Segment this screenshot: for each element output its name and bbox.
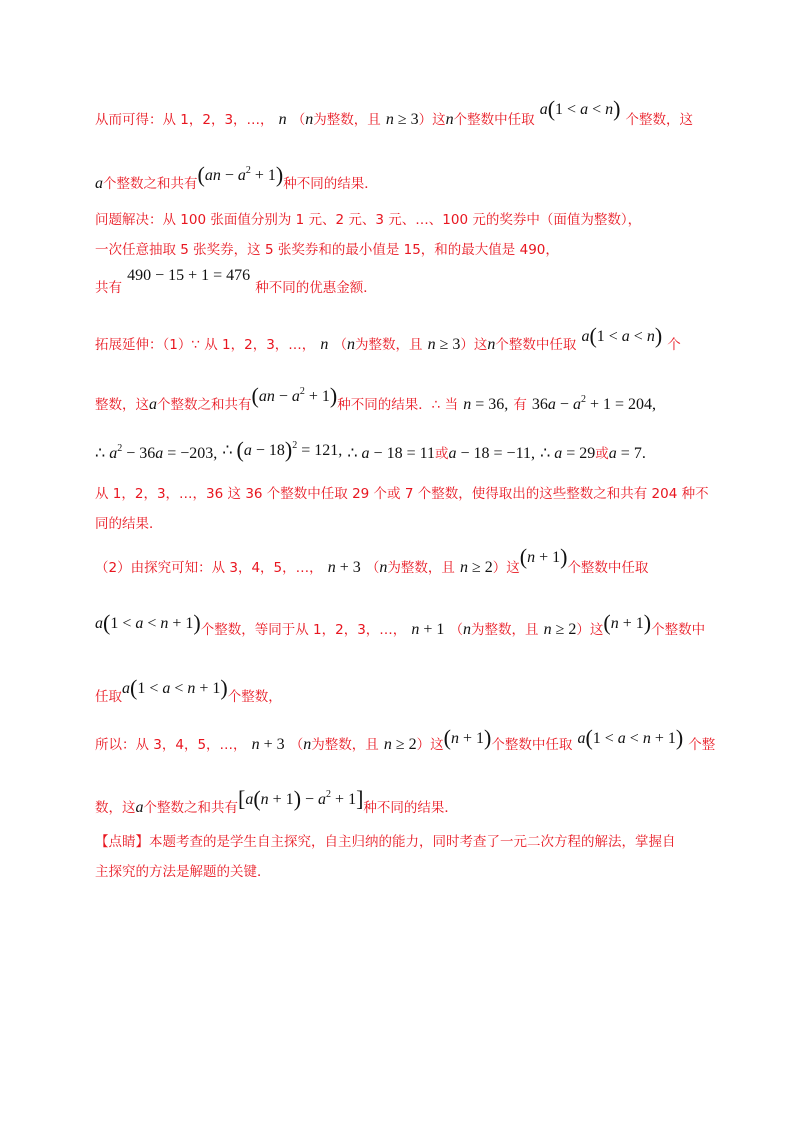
math-n-ge-2: n ≥ 2: [543, 621, 577, 638]
text: 有: [513, 397, 527, 413]
math-n-plus-1: (n + 1): [603, 610, 652, 635]
para3-line3: [95, 437, 646, 464]
text: 任取: [95, 689, 122, 705]
text: 种不同的结果．: [283, 176, 378, 192]
math-a: a: [135, 799, 144, 816]
text: （2）由探究可知：从 3，4，5，…，: [95, 560, 323, 576]
text: 为整数，且: [354, 337, 423, 353]
text: 个整数，这: [625, 112, 694, 128]
para2-line3: [95, 267, 377, 296]
note-tag: 【点睛】: [95, 834, 149, 850]
para5-line2: [95, 786, 458, 818]
math-n: n: [305, 111, 314, 128]
para1-line2: [95, 162, 378, 194]
math-a-range-n1: a(1 < a < n + 1): [122, 675, 228, 700]
math-n-ge-2: n ≥ 2: [383, 736, 417, 753]
math-eq-11: ∴ a − 18 = 11: [347, 445, 435, 462]
text: 所以：从 3，4，5，…，: [95, 737, 247, 753]
text: ）这: [576, 622, 604, 638]
math-a-range-n1: a(1 < a < n + 1): [577, 725, 684, 750]
text: （: [333, 337, 347, 353]
text: ）这: [416, 737, 444, 753]
math-n-plus-1b: n + 1: [411, 621, 445, 638]
math-n-ge-2: n ≥ 2: [459, 559, 493, 576]
para3-line5: 同的结果．: [95, 516, 163, 532]
text: 个整数之和共有: [143, 800, 238, 816]
math-n-plus-1: (n + 1): [443, 725, 492, 750]
math-a: a: [149, 396, 157, 413]
text: 数，这: [95, 800, 136, 816]
text: 为整数，且: [471, 622, 539, 638]
para5-line1: [95, 725, 716, 755]
math-n-eq-36: n = 36,: [463, 396, 509, 413]
math-eq-7: a = 7.: [608, 445, 646, 462]
text: 为整数，且: [311, 737, 379, 753]
text: 个整数中任取: [453, 112, 535, 128]
math-a-range: a(1 < a < n): [539, 96, 621, 121]
math-n-ge-3: n ≥ 3: [385, 111, 419, 128]
math-n: n: [379, 559, 388, 576]
para2-line1: 问题解决：从 100 张面值分别为 1 元、2 元、3 元、…、100 元的奖券中（面值为整数），: [95, 212, 642, 228]
math-n: n: [278, 111, 287, 128]
text: ）这: [460, 337, 488, 353]
math-n: n: [320, 336, 329, 353]
text: 个整数之和共有: [103, 176, 198, 192]
para2-line2: 一次任意抽取 5 张奖券，这 5 张奖券和的最小值是 15，和的最大值是 490，: [95, 242, 559, 258]
math-eq-203: ∴ $a^2 - 36a = -203$,: [95, 443, 218, 462]
text: （: [449, 622, 464, 638]
para1-line1: [95, 96, 694, 130]
math-a-range: a(1 < a < n): [581, 323, 663, 348]
math-n-plus-1: (n + 1): [519, 544, 568, 569]
math-n-plus-3: n + 3: [251, 736, 285, 753]
text: 个整数中任取: [567, 560, 649, 576]
text: 个: [667, 337, 681, 353]
math-eq-121: ∴ $(a - 18)^2 = 121$,: [222, 437, 343, 462]
text: 个整数，等同于从 1，2，3，…，: [200, 622, 407, 638]
text: 整数，这: [95, 397, 149, 413]
math-476: 490 − 15 + 1 = 476: [127, 267, 251, 284]
math-n: n: [303, 736, 312, 753]
text: （: [289, 737, 304, 753]
para3-line1: [95, 323, 681, 355]
text: 拓展延伸：（1）∵ 从 1，2，3，…，: [95, 337, 316, 353]
text: 个整数，: [227, 689, 282, 705]
text: 个整: [688, 737, 716, 753]
math-eq-neg11: a − 18 = −11,: [448, 445, 535, 462]
math-eq-204: $36a - a^2 + 1 = 204$,: [531, 394, 656, 413]
math-a: a: [95, 175, 103, 192]
math-n: n: [487, 336, 496, 353]
text: ）这: [492, 560, 520, 576]
text: 个整数中任取: [491, 737, 573, 753]
para3-line4: 从 1，2，3，…，36 这 36 个整数中任取 29 个或 7 个整数，使得取出的这些整数之和共有 204 种不: [95, 486, 709, 502]
note-line2: 主探究的方法是解题的关键．: [95, 864, 271, 880]
text: （: [365, 560, 380, 576]
math-n-plus-3: n + 3: [327, 559, 361, 576]
text: 种不同的结果．: [363, 800, 458, 816]
text: 种不同的优惠金额．: [255, 280, 377, 296]
para4-line3: [95, 675, 282, 707]
math-eq-29: ∴ a = 29: [540, 445, 596, 462]
math-n: n: [346, 336, 355, 353]
text: 共有: [95, 280, 122, 296]
math-count-expr: $(an - a^2 + 1)$: [197, 162, 284, 187]
text: 或: [435, 446, 449, 462]
math-a-range-n1: a(1 < a < n + 1): [95, 610, 201, 635]
note-line1: [95, 836, 676, 850]
text: 个整数之和共有: [157, 397, 252, 413]
text: 个整数中任取: [495, 337, 577, 353]
text: 个整数中: [651, 622, 706, 638]
math-count-expr: $(an - a^2 + 1)$: [251, 383, 338, 408]
para4-line1: [95, 544, 649, 578]
math-bracket-expr: $[a(n + 1) - a^2 + 1]$: [238, 786, 364, 811]
para3-line2: [95, 383, 656, 415]
math-n: n: [463, 621, 472, 638]
math-n-ge-3: n ≥ 3: [427, 336, 461, 353]
para4-line2: [95, 610, 706, 640]
text: 为整数，且: [387, 560, 455, 576]
text: ）这: [418, 112, 446, 128]
text: 从而可得：从 1，2，3，…，: [95, 112, 274, 128]
text: （: [291, 112, 306, 128]
text: 种不同的结果．∴ 当: [337, 397, 459, 413]
math-n: n: [445, 111, 454, 128]
text: 或: [595, 446, 609, 462]
text: 本题考查的是学生自主探究，自主归纳的能力，同时考查了一元二次方程的解法，掌握自: [149, 834, 676, 850]
text: 为整数，且: [313, 112, 381, 128]
